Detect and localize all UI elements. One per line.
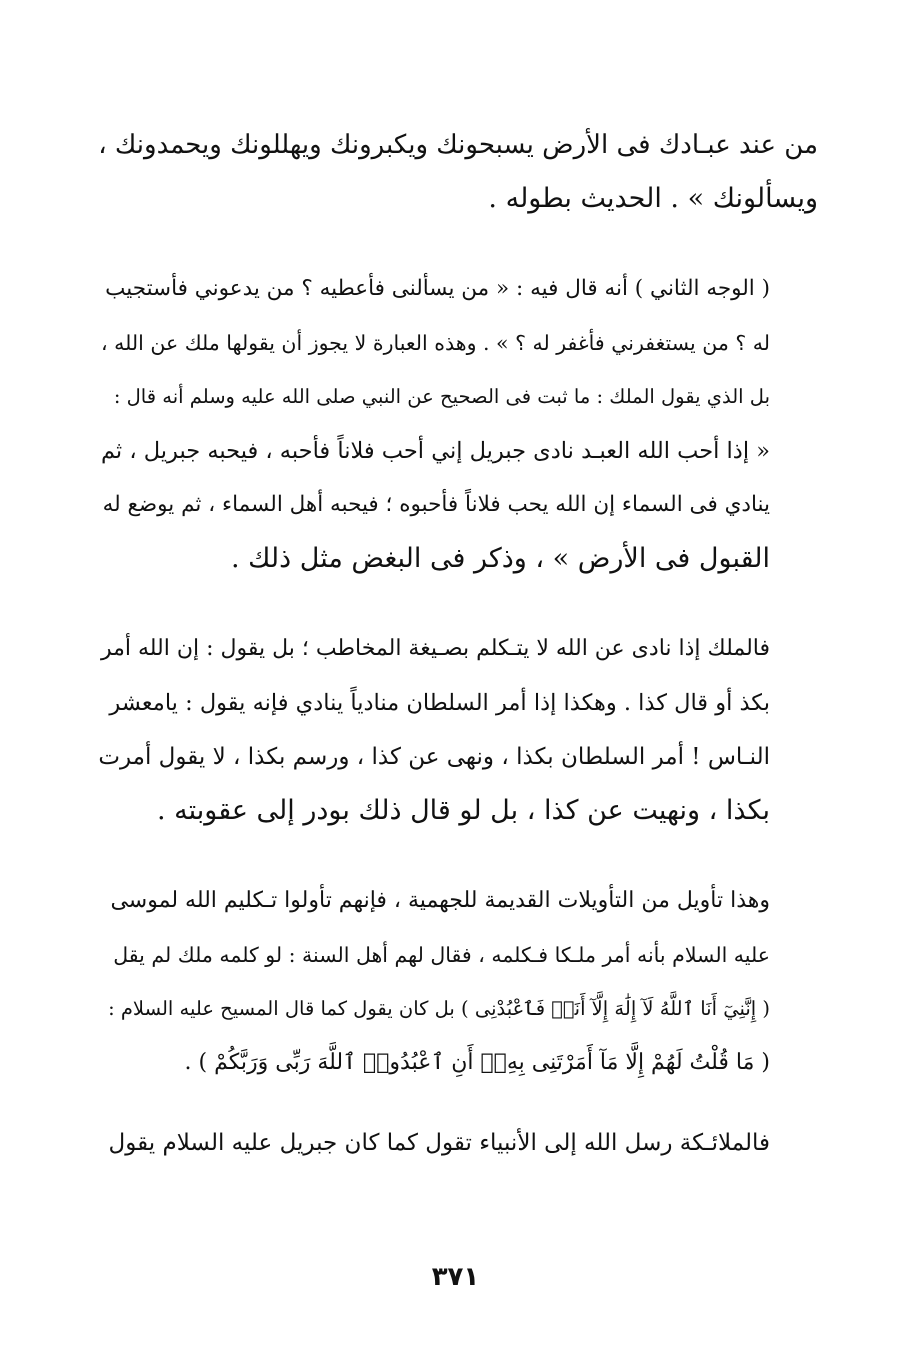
page-number: ٣٧١ (431, 1262, 480, 1292)
paragraph-2 (96, 262, 818, 586)
quran-verse-line: ( مَا قُلْتُ لَهُمْ إِلَّا مَآ أَمَرْتَنِى بِهِۦٓ أَنِ ٱعْبُدُوا۟ ٱللَّهَ رَبِّى وَرَبَّكُمْ ) . (184, 1050, 770, 1075)
paragraph-3 (96, 622, 818, 838)
paragraph-5 (96, 1116, 818, 1170)
text-line: فالملك إذا نادى عن الله لا يتـكلم بصـيغة المخاطب ؛ بل يقول : إن الله أمر (100, 636, 770, 661)
text-line: النـاس ! أمر السلطان بكذا ، ونهى عن كذا ، ورسم بكذا ، لا يقول أمرت (98, 744, 770, 770)
text-line: من عند عبـادك فى الأرض يسبحونك ويكبرونك ويهللونك ويحمدونك ، (98, 130, 818, 160)
text-line: وهذا تأويل من التأويلات القديمة للجهمية ، فإنهم تأولوا تـكليم الله لموسى (110, 888, 770, 913)
text-line: عليه السلام بأنه أمر ملـكا فـكلمه ، فقال لهم أهل السنة : لو كلمه ملك لم يقل (113, 943, 770, 967)
text-line: ويسألونك » . الحديث بطوله . (488, 183, 818, 214)
paragraph-4 (96, 874, 818, 1090)
text-line: له ؟ من يستغفرني فأغفر له ؟ » . وهذه العبارة لا يجوز أن يقولها ملك عن الله ، (101, 331, 770, 355)
text-line: « إذا أحب الله العبـد نادى جبريل إني أحب فلاناً فأحبه ، فيحبه جبريل ، ثم (100, 438, 770, 464)
quran-verse-line: ( إِنَّنِيٓ أَنَا ٱللَّهُ لَآ إِلَٰهَ إِلَّآ أَنَا۠ فَٱعْبُدْنِى ) بل كان يقول كما قال المسيح عليه السلام : (108, 997, 770, 1020)
page-body (96, 118, 818, 1206)
text-line: ( الوجه الثاني ) أنه قال فيه : « من يسألنى فأعطيه ؟ من يدعوني فأستجيب (105, 276, 770, 301)
text-line: بكذ أو قال كذا . وهكذا إذا أمر السلطان منادياً ينادي فإنه يقول : يامعشر (109, 690, 770, 716)
paragraph-1 (96, 118, 818, 226)
text-line: بل الذي يقول الملك : ما ثبت فى الصحيح عن النبي صلى الله عليه وسلم أنه قال : (113, 385, 770, 408)
text-line: بكذا ، ونهيت عن كذا ، بل لو قال ذلك بودر إلى عقوبته . (156, 795, 770, 826)
text-line: فالملائـكة رسل الله إلى الأنبياء تقول كما كان جبريل عليه السلام يقول (108, 1130, 770, 1156)
text-line: ينادي فى السماء إن الله يحب فلاناً فأحبوه ؛ فيحبه أهل السماء ، ثم يوضع له (102, 492, 770, 517)
text-line: القبول فى الأرض » ، وذكر فى البغض مثل ذلك . (231, 543, 770, 574)
